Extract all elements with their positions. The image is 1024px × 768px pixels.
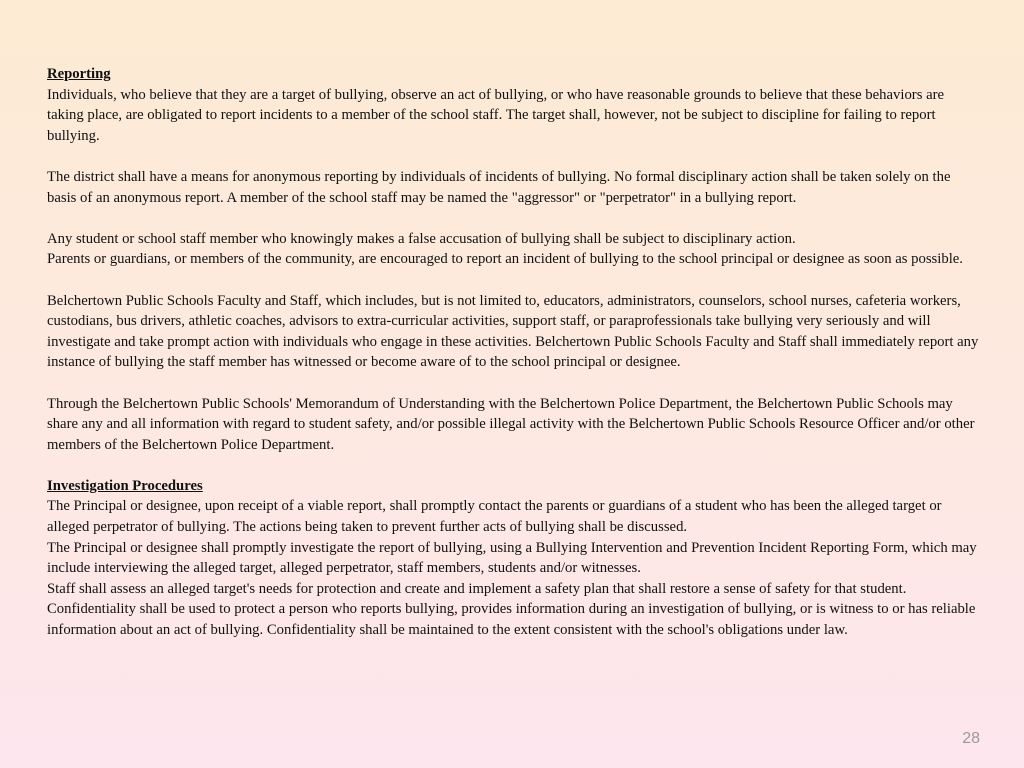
paragraph-spacer <box>47 270 982 291</box>
reporting-paragraph-5: Belchertown Public Schools Faculty and Staff, which includes, but is not limited to, educators, administrators, counselors, school nurses, cafeteria workers, custodians, bus drivers, athletic coaches, advisors to extra-curricular activities, support staff, or paraprofessionals take bullying very seriously and will investigate and take prompt action with individuals who engage in these activities. Belchertown Public Schools Faculty and Staff shall immediately report any instance of bullying the staff member has witnessed or become aware of to the school principal or designee. <box>47 292 979 371</box>
investigation-paragraph-3: Staff shall assess an alleged target's needs for protection and create and implement a safety plan that shall restore a sense of safety for that student. <box>47 580 907 597</box>
reporting-heading: Reporting <box>47 66 111 82</box>
reporting-paragraph-2: The district shall have a means for anonymous reporting by individuals of incidents of bullying. No formal disciplinary action shall be taken solely on the basis of an anonymous report. A member of the school staff may be named the "aggressor" or "perpetrator" in a bullying report. <box>47 168 951 206</box>
investigation-paragraph-2: The Principal or designee shall promptly investigate the report of bullying, using a Bullying Intervention and Prevention Incident Reporting Form, which may include interviewing the alleged target, alleged perpetrator, staff members, students and/or witnesses. <box>47 539 977 577</box>
paragraph-spacer <box>47 146 982 167</box>
reporting-paragraph-1: Individuals, who believe that they are a target of bullying, observe an act of bullying, or who have reasonable grounds to believe that these behaviors are taking place, are obligated to report incidents to a member of the school staff. The target shall, however, not be subject to discipline for failing to report bullying. <box>47 86 945 144</box>
reporting-paragraph-6: Through the Belchertown Public Schools' Memorandum of Understanding with the Belchertown Police Department, the Belchertown Public Schools may share any and all information with regard to student safety, and/or possible illegal activity with the Belchertown Public Schools Resource Officer and/or other members of the Belchertown Police Department. <box>47 395 975 453</box>
reporting-paragraph-4: Parents or guardians, or members of the community, are encouraged to report an incident of bullying to the school principal or designee as soon as possible. <box>47 251 963 268</box>
investigation-heading: Investigation Procedures <box>47 477 203 494</box>
investigation-paragraph-4: Confidentiality shall be used to protect a person who reports bullying, provides information during an investigation of bullying, or is witness to or has reliable information about an act of bullying. Confidentiality shall be maintained to the extent consistent with the school's obligations under law. <box>47 601 976 639</box>
page-number: 28 <box>962 730 980 747</box>
paragraph-spacer <box>47 208 982 229</box>
investigation-paragraph-1: The Principal or designee, upon receipt of a viable report, shall promptly contact the parents or guardians of a student who has been the alleged target or alleged perpetrator of bullying. The actions being taken to prevent further acts of bullying shall be discussed. <box>47 498 942 536</box>
reporting-paragraph-3: Any student or school staff member who knowingly makes a false accusation of bullying shall be subject to disciplinary action. <box>47 230 796 247</box>
paragraph-spacer <box>47 455 982 476</box>
slide-content <box>47 64 982 641</box>
paragraph-spacer <box>47 373 982 394</box>
